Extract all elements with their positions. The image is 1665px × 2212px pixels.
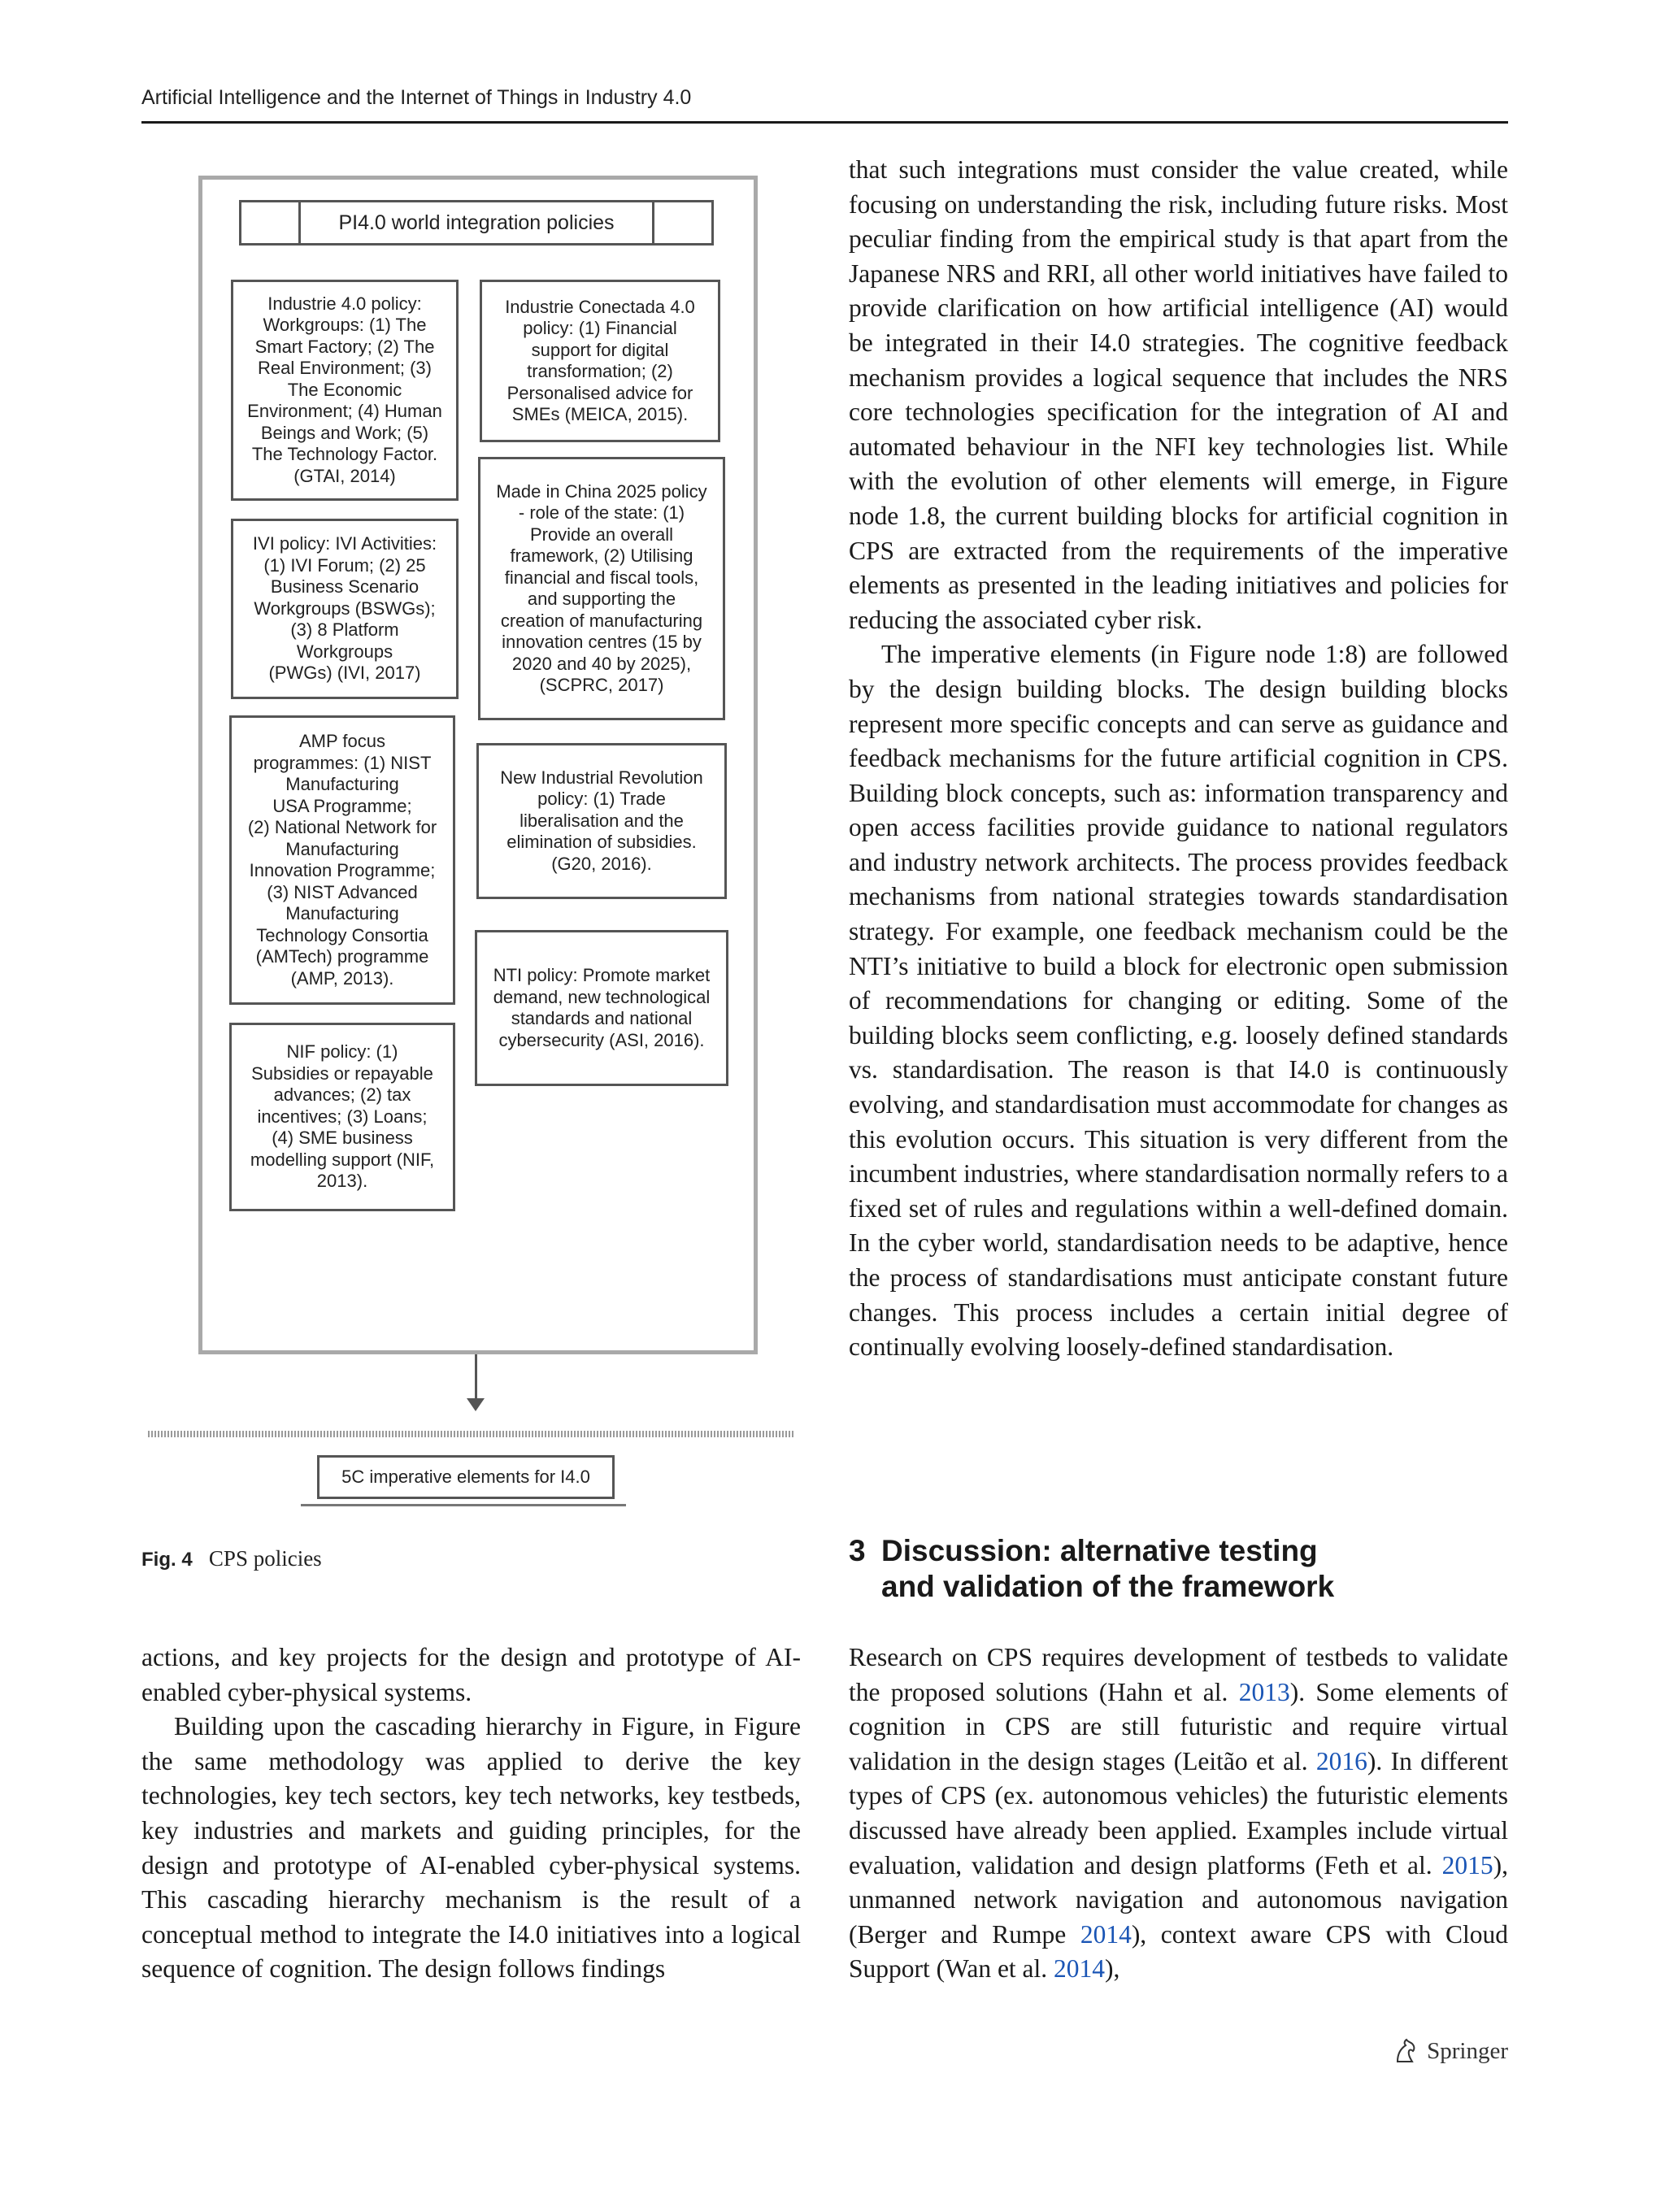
text-run: ), context aware CPS with Cloud Support (Wan et al. <box>849 1919 1508 1984</box>
section-number: 3 <box>849 1534 866 1567</box>
policy-box-nti: NTI policy: Promote market demand, new technological standards and national cybersecurity (ASI, 2016). <box>475 930 728 1086</box>
springer-horse-icon <box>1393 2037 1419 2065</box>
text-run: ). In different types of CPS (ex. autonomous vehicles) the futuristic elements discussed have already been applied. Examples include virtual evaluation, validation and design platforms (Feth et al. <box>849 1746 1508 1880</box>
section-title-line-2: and validation of the framework <box>881 1570 1335 1603</box>
policy-box-new-industrial-revolution: New Industrial Revolution policy: (1) Trade liberalisation and the elimination of subsidies. (G20, 2016). <box>476 743 727 899</box>
connector-line <box>475 1354 477 1405</box>
header-rule <box>141 121 1508 124</box>
figure-caption <box>141 1546 322 1571</box>
arrow-down-icon <box>467 1398 485 1411</box>
citation-link[interactable]: 2016 <box>1315 1746 1367 1775</box>
text-run: ), <box>1105 1954 1120 1984</box>
running-header: Artificial Intelligence and the Internet of Things in Industry 4.0 <box>141 86 692 109</box>
text-run: ). Some elements of cognition in CPS are still futuristic and require virtual validation in the design stages (Leitão et al. <box>849 1677 1508 1775</box>
paragraph: that such integrations must consider the value created, while focusing on understanding the risk, including future risks. Most peculiar finding from the empirical study is that apart from the Japanese NRS and RRI, all other world initiatives have failed to provide clarification on how artificial intelligence (AI) would be integrated in their I4.0 strategies. The cognitive feedback mechanism provides a logical sequence that includes the NRS core technologies specification for the integration of AI and automated behaviour in the NFI key technologies list. While with the evolution of other elements will emerge, in Figure node 1.8, the current building blocks for artificial cognition in CPS are extracted from the requirements of the imperative elements as presented in the leading initiatives and policies for reducing the associated cyber risk. <box>849 155 1508 634</box>
title-box-divider-left <box>298 202 301 243</box>
section-title-line-1: Discussion: alternative testing <box>881 1534 1318 1567</box>
policy-box-industrie-4: Industrie 4.0 policy: Workgroups: (1) The Smart Factory; (2) The Real Environment; (3) The Economic Environment; (4) Human Beings and Work; (5) The Technology Factor. (GTAI, 2014) <box>231 280 459 501</box>
figure-4 <box>146 171 797 1512</box>
policy-box-made-in-china: Made in China 2025 policy - role of the state: (1) Provide an overall framework, (2) Utilising financial and fiscal tools, and supporting the creation of manufacturing innovation centres (15 by 2020 and 40 by 2025), (SCPRC, 2017) <box>478 457 725 720</box>
paragraph <box>849 1641 1508 1987</box>
citation-link[interactable]: 2013 <box>1238 1677 1290 1706</box>
figure-caption-label: Fig. 4 <box>141 1549 193 1571</box>
policy-box-industrie-conectada: Industrie Conectada 4.0 policy: (1) Financial support for digital transformation; (2) Personalised advice for SMEs (MEICA, 2015). <box>480 280 720 442</box>
figure-bottom-line <box>301 1504 626 1506</box>
publisher-name: Springer <box>1427 2037 1508 2064</box>
paragraph: Building upon the cascading hierarchy in Figure, in Figure the same methodology was applied to derive the key technologies, key tech sectors, key tech networks, key testbeds, key industries and markets and guiding principles, for the design and prototype of AI-enabled cyber-physical systems. This cascading hierarchy mechanism is the result of a conceptual method to integrate the I4.0 initiatives into a logical sequence of cognition. The design follows findings <box>141 1712 801 1984</box>
policy-box-amp: AMP focus programmes: (1) NIST Manufacturing USA Programme; (2) National Network for Manufacturing Innovation Programme; (3) NIST Advanced Manufacturing Technology Consortia (AMTech) programme (AMP, 2013). <box>229 715 455 1005</box>
figure-caption-text: CPS policies <box>208 1546 322 1571</box>
right-column-top <box>849 153 1508 1365</box>
policy-box-nif: NIF policy: (1) Subsidies or repayable advances; (2) tax incentives; (3) Loans; (4) SME business modelling support (NIF, 2013). <box>229 1023 455 1211</box>
citation-link[interactable]: 2015 <box>1441 1850 1493 1880</box>
imperative-elements-box: 5C imperative elements for I4.0 <box>317 1455 615 1499</box>
text-run: ), unmanned network navigation and autonomous navigation (Berger and Rumpe <box>849 1850 1508 1949</box>
hatched-divider <box>148 1431 795 1437</box>
citation-link[interactable]: 2014 <box>1054 1954 1106 1984</box>
figure-title-box <box>239 200 714 246</box>
text-run: Research on CPS requires development of testbeds to validate the proposed solutions (Hahn et al. <box>849 1643 1508 1706</box>
citation-link[interactable]: 2014 <box>1080 1919 1132 1949</box>
publisher-footer <box>1393 2037 1508 2065</box>
policy-box-ivi: IVI policy: IVI Activities: (1) IVI Forum; (2) 25 Business Scenario Workgroups (BSWGs); (3) 8 Platform Workgroups (PWGs) (IVI, 2017) <box>231 519 459 699</box>
paragraph: The imperative elements (in Figure node 1:8) are followed by the design building blocks. The design building blocks represent more specific concepts and can serve as guidance and feedback mechanisms for the future artificial cognition in CPS. Building block concepts, such as: information transparency and open access facilities provide guidance to national regulators and industry network architects. The process provides feedback mechanisms from national strategies towards standardisation strategy. For example, one feedback mechanism could be the NTI’s initiative to build a block for electronic open submission of recommendations for changing or editing. Some of the building blocks seem conflicting, e.g. loosely defined standards vs. standardisation. The reason is that I4.0 is continuously evolving, and standardisation must accommodate for changes as this evolution occurs. This situation is very different from the incumbent industries, where standardisation normally refers to a fixed set of rules and regulations within a well-defined domain. In the cyber world, standardisation needs to be adaptive, hence the process of standardisations must anticipate constant future changes. This process includes a certain initial degree of continually evolving loosely-defined standardisation. <box>849 640 1508 1362</box>
paragraph: actions, and key projects for the design and prototype of AI-enabled cyber-physical systems. <box>141 1643 801 1706</box>
figure-title-text: PI4.0 world integration policies <box>338 211 615 234</box>
title-box-divider-right <box>652 202 654 243</box>
right-column-bottom <box>849 1641 1508 1987</box>
left-column-bottom <box>141 1641 801 1987</box>
section-heading <box>849 1533 1508 1605</box>
